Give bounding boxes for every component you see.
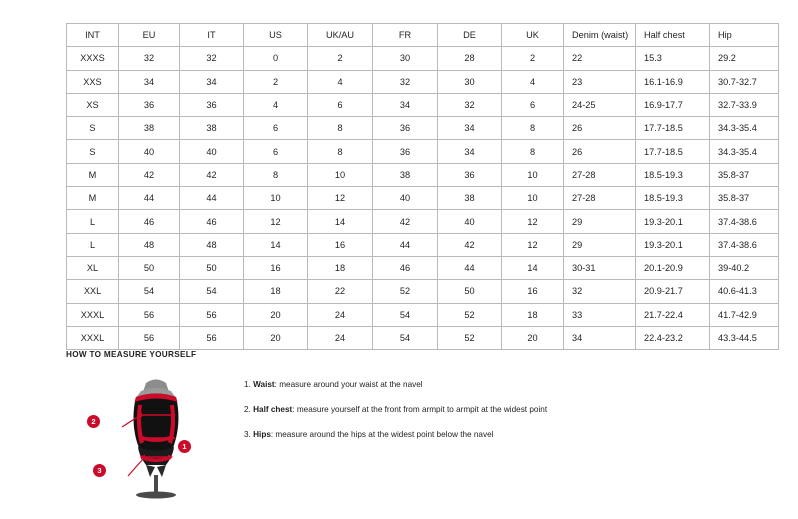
table-cell: 44 xyxy=(119,187,180,210)
table-cell: 32.7-33.9 xyxy=(710,93,779,116)
size-label-cell: XXXL xyxy=(67,326,119,349)
table-row xyxy=(67,233,779,256)
measure-note-text: : measure around the hips at the widest point below the navel xyxy=(270,430,494,439)
table-cell: 50 xyxy=(438,280,502,303)
table-row xyxy=(67,187,779,210)
table-cell: 16 xyxy=(502,280,564,303)
table-cell: 56 xyxy=(180,326,244,349)
measure-note-term: Half chest xyxy=(253,405,293,414)
measure-notes-list xyxy=(244,379,764,454)
table-cell: 29.2 xyxy=(710,47,779,70)
table-cell: 35.8-37 xyxy=(710,163,779,186)
table-cell: 32 xyxy=(438,93,502,116)
column-header-it: IT xyxy=(180,24,244,47)
table-cell: 8 xyxy=(502,117,564,140)
table-cell: 12 xyxy=(308,187,373,210)
table-cell: 37.4-38.6 xyxy=(710,233,779,256)
table-cell: 24 xyxy=(308,326,373,349)
table-row xyxy=(67,47,779,70)
table-cell: 32 xyxy=(373,70,438,93)
measure-note xyxy=(244,379,764,391)
measure-note-index: 1. xyxy=(244,380,251,389)
table-cell: 18 xyxy=(502,303,564,326)
column-header-hip: Hip xyxy=(710,24,779,47)
table-cell: 34 xyxy=(438,140,502,163)
table-cell: 29 xyxy=(564,210,636,233)
measure-badge-3: 3 xyxy=(93,464,106,477)
table-cell: 34.3-35.4 xyxy=(710,117,779,140)
table-cell: 36 xyxy=(438,163,502,186)
table-cell: 37.4-38.6 xyxy=(710,210,779,233)
table-row xyxy=(67,70,779,93)
table-cell: 36 xyxy=(373,140,438,163)
table-cell: 30-31 xyxy=(564,256,636,279)
size-label-cell: XL xyxy=(67,256,119,279)
table-cell: 14 xyxy=(502,256,564,279)
table-cell: 24-25 xyxy=(564,93,636,116)
table-cell: 18.5-19.3 xyxy=(636,187,710,210)
table-cell: 24 xyxy=(308,303,373,326)
table-cell: 38 xyxy=(180,117,244,140)
column-header-uk-au: UK/AU xyxy=(308,24,373,47)
column-header-de: DE xyxy=(438,24,502,47)
table-cell: 32 xyxy=(564,280,636,303)
table-cell: 43.3-44.5 xyxy=(710,326,779,349)
table-cell: 8 xyxy=(308,140,373,163)
size-label-cell: M xyxy=(67,187,119,210)
table-cell: 20 xyxy=(244,326,308,349)
table-cell: 10 xyxy=(308,163,373,186)
measure-badge-2: 2 xyxy=(87,415,100,428)
table-cell: 30 xyxy=(373,47,438,70)
table-cell: 18 xyxy=(244,280,308,303)
table-cell: 16.1-16.9 xyxy=(636,70,710,93)
table-cell: 44 xyxy=(180,187,244,210)
table-cell: 4 xyxy=(244,93,308,116)
size-chart-table xyxy=(66,23,779,350)
table-cell: 39-40.2 xyxy=(710,256,779,279)
table-cell: 56 xyxy=(180,303,244,326)
table-cell: 29 xyxy=(564,233,636,256)
table-cell: 35.8-37 xyxy=(710,187,779,210)
table-cell: 18.5-19.3 xyxy=(636,163,710,186)
table-cell: 48 xyxy=(119,233,180,256)
table-row xyxy=(67,117,779,140)
table-cell: 56 xyxy=(119,326,180,349)
measure-note-index: 2. xyxy=(244,405,251,414)
table-cell: 4 xyxy=(502,70,564,93)
table-cell: 22.4-23.2 xyxy=(636,326,710,349)
table-cell: 8 xyxy=(502,140,564,163)
table-cell: 20 xyxy=(502,326,564,349)
table-cell: 42 xyxy=(180,163,244,186)
table-cell: 52 xyxy=(438,303,502,326)
table-cell: 54 xyxy=(180,280,244,303)
table-cell: 20.1-20.9 xyxy=(636,256,710,279)
measure-note-term: Hips xyxy=(253,430,271,439)
table-cell: 12 xyxy=(244,210,308,233)
column-header-fr: FR xyxy=(373,24,438,47)
table-cell: 6 xyxy=(308,93,373,116)
table-body xyxy=(67,47,779,350)
table-cell: 6 xyxy=(244,117,308,140)
table-cell: 33 xyxy=(564,303,636,326)
table-cell: 21.7-22.4 xyxy=(636,303,710,326)
size-label-cell: XXS xyxy=(67,70,119,93)
table-cell: 42 xyxy=(119,163,180,186)
table-cell: 32 xyxy=(180,47,244,70)
table-cell: 50 xyxy=(119,256,180,279)
table-cell: 23 xyxy=(564,70,636,93)
table-row xyxy=(67,303,779,326)
table-cell: 16.9-17.7 xyxy=(636,93,710,116)
table-cell: 50 xyxy=(180,256,244,279)
table-cell: 36 xyxy=(119,93,180,116)
table-cell: 46 xyxy=(373,256,438,279)
size-label-cell: M xyxy=(67,163,119,186)
measure-note-index: 3. xyxy=(244,430,251,439)
table-cell: 22 xyxy=(564,47,636,70)
column-header-int: INT xyxy=(67,24,119,47)
size-chart-table-wrapper xyxy=(66,23,757,350)
table-cell: 52 xyxy=(373,280,438,303)
table-cell: 42 xyxy=(373,210,438,233)
table-cell: 27-28 xyxy=(564,187,636,210)
table-cell: 44 xyxy=(373,233,438,256)
measure-note-text: : measure yourself at the front from armpit to armpit at the widest point xyxy=(292,405,548,414)
how-to-measure-section xyxy=(66,350,766,499)
table-cell: 12 xyxy=(502,210,564,233)
measure-note xyxy=(244,404,764,416)
measure-badge-1: 1 xyxy=(178,440,191,453)
table-cell: 26 xyxy=(564,117,636,140)
table-cell: 17.7-18.5 xyxy=(636,117,710,140)
table-header xyxy=(67,24,779,47)
measure-note xyxy=(244,429,764,441)
table-row xyxy=(67,326,779,349)
table-row xyxy=(67,140,779,163)
table-cell: 46 xyxy=(119,210,180,233)
table-cell: 30 xyxy=(438,70,502,93)
table-cell: 54 xyxy=(373,303,438,326)
table-row xyxy=(67,256,779,279)
measure-note-text: : measure around your waist at the navel xyxy=(274,380,423,389)
table-cell: 42 xyxy=(438,233,502,256)
table-cell: 40 xyxy=(180,140,244,163)
table-cell: 10 xyxy=(244,187,308,210)
table-cell: 40 xyxy=(119,140,180,163)
table-cell: 2 xyxy=(502,47,564,70)
table-cell: 32 xyxy=(119,47,180,70)
table-cell: 20.9-21.7 xyxy=(636,280,710,303)
table-cell: 22 xyxy=(308,280,373,303)
column-header-eu: EU xyxy=(119,24,180,47)
how-to-measure-body xyxy=(66,369,766,499)
size-label-cell: L xyxy=(67,210,119,233)
mannequin-illustration xyxy=(86,375,226,500)
size-label-cell: XS xyxy=(67,93,119,116)
table-cell: 52 xyxy=(438,326,502,349)
table-cell: 19.3-20.1 xyxy=(636,210,710,233)
table-cell: 2 xyxy=(244,70,308,93)
table-cell: 8 xyxy=(244,163,308,186)
table-cell: 12 xyxy=(502,233,564,256)
size-label-cell: L xyxy=(67,233,119,256)
table-cell: 15.3 xyxy=(636,47,710,70)
table-cell: 54 xyxy=(373,326,438,349)
table-cell: 44 xyxy=(438,256,502,279)
table-cell: 34 xyxy=(180,70,244,93)
table-cell: 20 xyxy=(244,303,308,326)
table-cell: 38 xyxy=(119,117,180,140)
table-cell: 16 xyxy=(244,256,308,279)
table-cell: 10 xyxy=(502,187,564,210)
table-cell: 54 xyxy=(119,280,180,303)
table-cell: 27-28 xyxy=(564,163,636,186)
table-cell: 46 xyxy=(180,210,244,233)
table-cell: 6 xyxy=(244,140,308,163)
table-row xyxy=(67,210,779,233)
table-cell: 4 xyxy=(308,70,373,93)
table-cell: 26 xyxy=(564,140,636,163)
measure-note-term: Waist xyxy=(253,380,275,389)
table-cell: 19.3-20.1 xyxy=(636,233,710,256)
table-header-row xyxy=(67,24,779,47)
size-label-cell: XXXL xyxy=(67,303,119,326)
table-cell: 0 xyxy=(244,47,308,70)
table-row xyxy=(67,280,779,303)
table-cell: 8 xyxy=(308,117,373,140)
column-header-uk: UK xyxy=(502,24,564,47)
size-label-cell: S xyxy=(67,140,119,163)
how-to-measure-title: HOW TO MEASURE YOURSELF xyxy=(66,350,197,359)
table-cell: 40 xyxy=(438,210,502,233)
table-cell: 34.3-35.4 xyxy=(710,140,779,163)
size-label-cell: XXXS xyxy=(67,47,119,70)
table-cell: 38 xyxy=(373,163,438,186)
size-label-cell: S xyxy=(67,117,119,140)
table-cell: 40.6-41.3 xyxy=(710,280,779,303)
table-cell: 40 xyxy=(373,187,438,210)
table-cell: 6 xyxy=(502,93,564,116)
table-cell: 18 xyxy=(308,256,373,279)
table-cell: 14 xyxy=(244,233,308,256)
column-header-us: US xyxy=(244,24,308,47)
table-row xyxy=(67,163,779,186)
table-cell: 2 xyxy=(308,47,373,70)
table-cell: 56 xyxy=(119,303,180,326)
table-cell: 36 xyxy=(180,93,244,116)
table-cell: 34 xyxy=(438,117,502,140)
table-cell: 28 xyxy=(438,47,502,70)
table-cell: 17.7-18.5 xyxy=(636,140,710,163)
table-cell: 10 xyxy=(502,163,564,186)
column-header-half-chest: Half chest xyxy=(636,24,710,47)
table-cell: 34 xyxy=(119,70,180,93)
table-cell: 36 xyxy=(373,117,438,140)
table-cell: 34 xyxy=(373,93,438,116)
table-cell: 38 xyxy=(438,187,502,210)
size-label-cell: XXL xyxy=(67,280,119,303)
table-cell: 41.7-42.9 xyxy=(710,303,779,326)
table-cell: 16 xyxy=(308,233,373,256)
table-row xyxy=(67,93,779,116)
table-cell: 30.7-32.7 xyxy=(710,70,779,93)
table-cell: 48 xyxy=(180,233,244,256)
table-cell: 34 xyxy=(564,326,636,349)
column-header-denim-waist: Denim (waist) xyxy=(564,24,636,47)
table-cell: 14 xyxy=(308,210,373,233)
